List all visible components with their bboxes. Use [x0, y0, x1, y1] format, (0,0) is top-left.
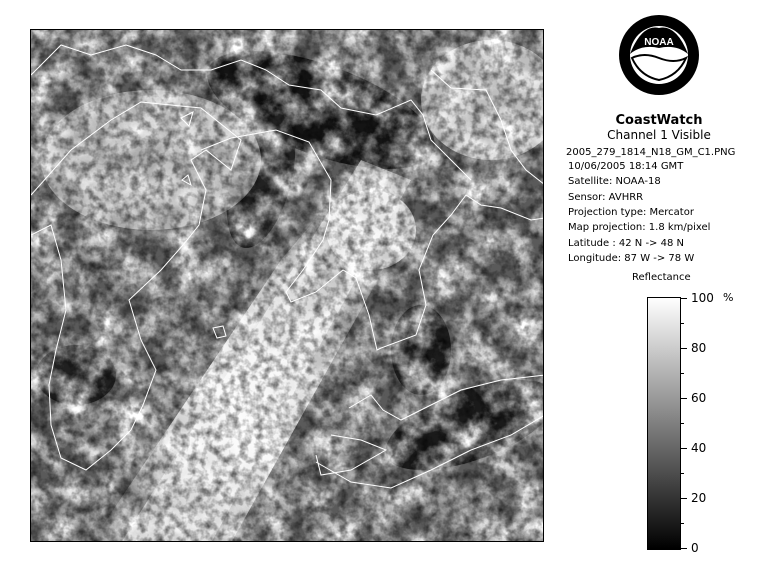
colorbar-tick-label: 20: [691, 491, 707, 505]
colorbar-title: Reflectance: [632, 272, 691, 283]
colorbar-minor-tick: [681, 373, 684, 374]
colorbar-tick: [681, 298, 687, 299]
colorbar-tick-label: 100: [691, 291, 714, 305]
colorbar-tick: [681, 398, 687, 399]
colorbar-unit: %: [723, 291, 734, 304]
satellite-imagery: [31, 30, 544, 542]
projection-type: Projection type: Mercator: [568, 207, 694, 218]
noaa-logo-text: NOAA: [644, 37, 674, 48]
satellite-image: [30, 29, 544, 542]
colorbar: [647, 297, 681, 550]
colorbar-tick: [681, 498, 687, 499]
sensor: Sensor: AVHRR: [568, 192, 644, 203]
colorbar-tick-label: 60: [691, 391, 707, 405]
colorbar-tick: [681, 348, 687, 349]
colorbar-minor-tick: [681, 473, 684, 474]
colorbar-minor-tick: [681, 523, 684, 524]
map-projection: Map projection: 1.8 km/pixel: [568, 222, 711, 233]
latitude: Latitude : 42 N -> 48 N: [568, 238, 684, 249]
colorbar-tick-label: 0: [691, 541, 699, 555]
colorbar-tick-label: 80: [691, 341, 707, 355]
colorbar-tick-label: 40: [691, 441, 707, 455]
colorbar-tick: [681, 548, 687, 549]
noaa-logo: [618, 14, 700, 96]
channel-title: Channel 1 Visible: [607, 128, 711, 142]
colorbar-tick: [681, 448, 687, 449]
colorbar-minor-tick: [681, 423, 684, 424]
satellite: Satellite: NOAA-18: [568, 176, 661, 187]
date-time: 10/06/2005 18:14 GMT: [568, 161, 684, 172]
filename: 2005_279_1814_N18_GM_C1.PNG: [566, 147, 736, 158]
brand-title: CoastWatch: [615, 113, 703, 128]
colorbar-minor-tick: [681, 323, 684, 324]
longitude: Longitude: 87 W -> 78 W: [568, 253, 695, 264]
